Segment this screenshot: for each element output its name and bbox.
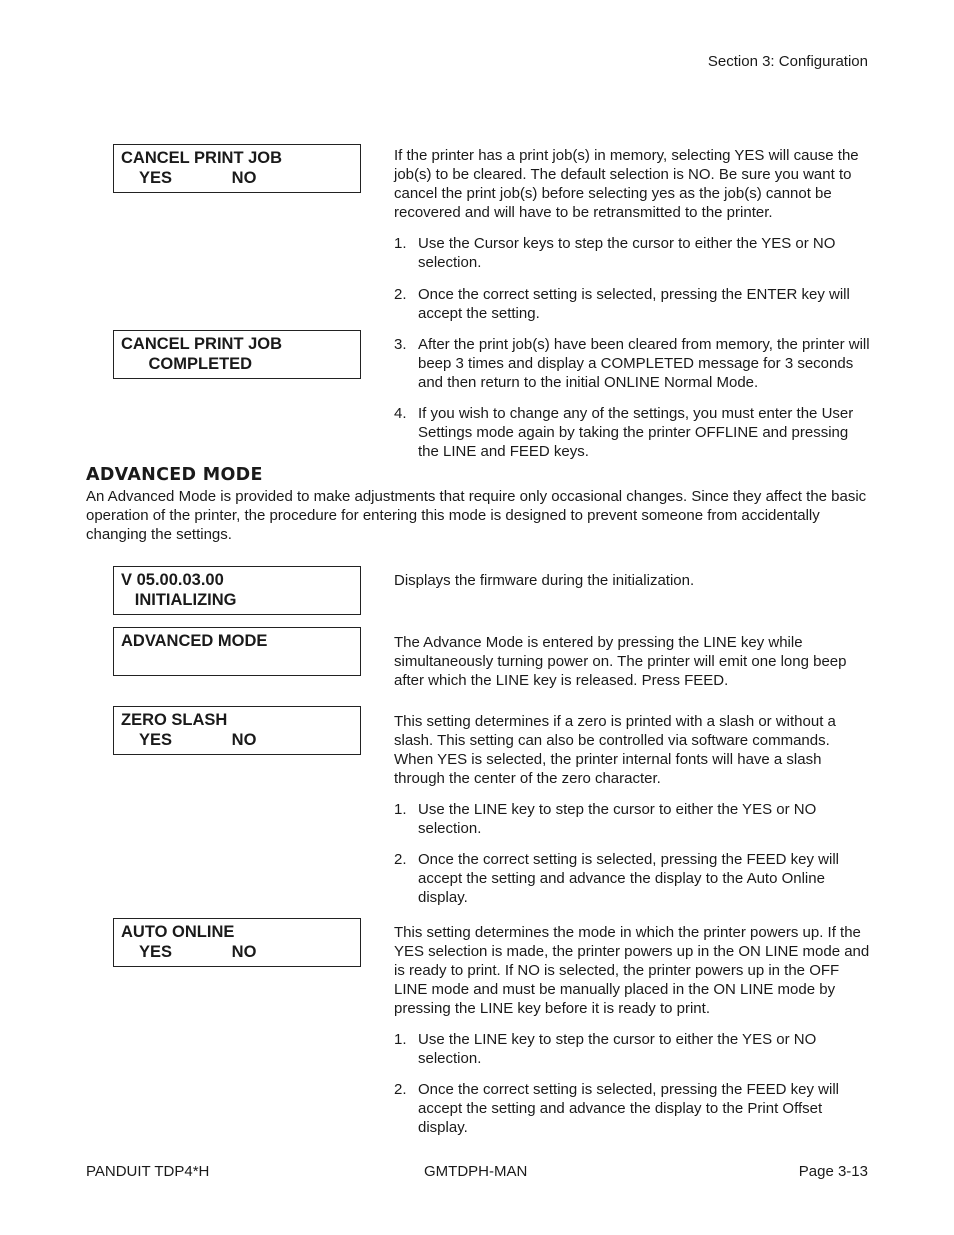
lcd-cancel-completed bbox=[113, 330, 361, 379]
lcd-advanced-mode bbox=[113, 627, 361, 676]
lcd-zero-slash bbox=[113, 706, 361, 755]
auto-online-step-1: 1. Use the LINE key to step the cursor to either the YES or NO selection. bbox=[394, 1031, 817, 1067]
initializing-text: Displays the firmware during the initialization. bbox=[394, 572, 695, 589]
lcd-line-2: YES NO bbox=[121, 943, 257, 961]
lcd-line-2: YES NO bbox=[121, 169, 257, 187]
auto-online-step-2: 2. Once the correct setting is selected, pressing the FEED key will accept the setting and advance the display to the Print Offset display. bbox=[394, 1081, 840, 1136]
advanced-mode-text: The Advance Mode is entered by pressing the LINE key while simultaneously turning power on. The printer will emit one long beep after which the LINE key is released. Press FEED. bbox=[394, 634, 847, 689]
lcd-line-1: V 05.00.03.00 bbox=[121, 571, 224, 589]
lcd-line-1: AUTO ONLINE bbox=[121, 923, 235, 941]
advanced-mode-heading: ADVANCED MODE bbox=[86, 465, 263, 485]
lcd-initializing bbox=[113, 566, 361, 615]
footer-left: PANDUIT TDP4*H bbox=[86, 1163, 210, 1180]
zero-slash-step-1: 1. Use the LINE key to step the cursor to either the YES or NO selection. bbox=[394, 801, 817, 837]
footer-page-number: Page 3-13 bbox=[798, 1163, 868, 1180]
lcd-line-2: COMPLETED bbox=[121, 355, 253, 373]
lcd-line-2: YES NO bbox=[121, 731, 257, 749]
lcd-line-1: CANCEL PRINT JOB bbox=[121, 149, 283, 167]
cancel-paragraph: If the printer has a print job(s) in memory, selecting YES will cause the job(s) to be cleared. The default selection is NO. Be sure you want to cancel the print job(s) before selecting yes as the job(s) cannot be recovered and will have to be retransmitted to the printer. bbox=[394, 147, 859, 221]
zero-slash-paragraph: This setting determines if a zero is printed with a slash or without a slash. This setting can also be controlled via software commands. When YES is selected, the printer internal fonts will have a slash through the center of the zero character. bbox=[394, 713, 836, 787]
section-header: Section 3: Configuration bbox=[707, 53, 868, 70]
cancel-step-2: 2. Once the correct setting is selected, pressing the ENTER key will accept the setting. bbox=[394, 286, 850, 322]
lcd-line-1: ZERO SLASH bbox=[121, 711, 228, 729]
cancel-step-4: 4. If you wish to change any of the settings, you must enter the User Settings mode again by taking the printer OFFLINE and pressing the LINE and FEED keys. bbox=[394, 405, 854, 460]
auto-online-paragraph: This setting determines the mode in which the printer powers up. If the YES selection is made, the printer powers up in the ON LINE mode and is ready to print. If NO is selected, the printer powers up in the OFF LINE mode and must be manually placed in the ON LINE mode by pressing the LINE key before it is ready to print. bbox=[394, 924, 870, 1017]
zero-slash-step-2: 2. Once the correct setting is selected, pressing the FEED key will accept the setting and advance the display to the Auto Online display. bbox=[394, 851, 840, 906]
lcd-auto-online bbox=[113, 918, 361, 967]
lcd-line-1: CANCEL PRINT JOB bbox=[121, 335, 283, 353]
lcd-cancel-print-job bbox=[113, 144, 361, 193]
advanced-mode-intro: An Advanced Mode is provided to make adjustments that require only occasional changes. Since they affect the basic operation of the printer, the procedure for entering this mode is designed to prevent someone from accidentally changing the settings. bbox=[86, 488, 867, 543]
lcd-line-1: ADVANCED MODE bbox=[121, 632, 268, 650]
lcd-line-2: INITIALIZING bbox=[121, 591, 237, 609]
cancel-step-3: 3. After the print job(s) have been cleared from memory, the printer will beep 3 times and display a COMPLETED message for 3 seconds and then return to the initial ONLINE Normal Mode. bbox=[394, 336, 870, 391]
cancel-step-1: 1. Use the Cursor keys to step the cursor to either the YES or NO selection. bbox=[394, 235, 836, 271]
footer-center: GMTDPH-MAN bbox=[424, 1163, 528, 1180]
